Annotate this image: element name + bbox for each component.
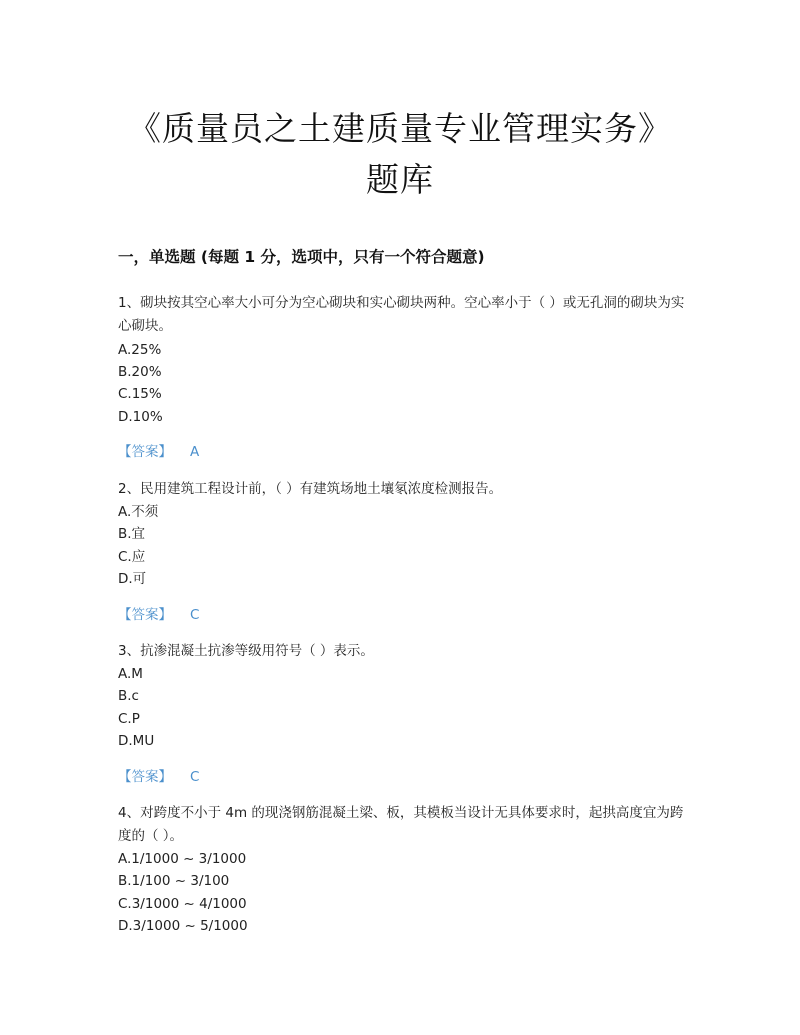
document-title-line1: 《质量员之土建质量专业管理实务》 bbox=[128, 109, 672, 148]
question-1-option-a: A.25% bbox=[118, 342, 162, 358]
question-3-option-c: C.P bbox=[118, 711, 140, 727]
question-2-option-d: D.可 bbox=[118, 571, 147, 587]
answer-label: 【答案】 bbox=[118, 769, 172, 785]
question-4-option-a: A.1/1000 ~ 3/1000 bbox=[118, 851, 247, 867]
question-1-option-c: C.15% bbox=[118, 386, 162, 402]
answer-value: A bbox=[190, 444, 200, 460]
question-4-option-c: C.3/1000 ~ 4/1000 bbox=[118, 896, 247, 912]
question-1-answer bbox=[118, 442, 199, 462]
section-heading: 一，单选题 (每题 1 分，选项中，只有一个符合题意) bbox=[118, 248, 485, 266]
question-2-option-a: A.不须 bbox=[118, 504, 159, 520]
question-1-option-d: D.10% bbox=[118, 409, 163, 425]
question-3-answer bbox=[118, 767, 199, 787]
question-4-option-d: D.3/1000 ~ 5/1000 bbox=[118, 918, 248, 934]
question-2-text: 2、民用建筑工程设计前，（ ）有建筑场地土壤氡浓度检测报告。 bbox=[118, 481, 503, 497]
question-1-text: 1、砌块按其空心率大小可分为空心砌块和实心砌块两种。空心率小于（ ）或无孔洞的砌块为实心砌块。 bbox=[118, 295, 685, 334]
answer-label: 【答案】 bbox=[118, 444, 172, 460]
question-2-option-c: C.应 bbox=[118, 549, 146, 565]
document-title-line2: 题库 bbox=[366, 160, 434, 199]
answer-value: C bbox=[190, 607, 200, 623]
question-4-text: 4、对跨度不小于 4m 的现浇钢筋混凝土梁、板，其模板当设计无具体要求时，起拱高度宜为跨度的（ ）。 bbox=[118, 805, 684, 844]
question-1-option-b: B.20% bbox=[118, 364, 162, 380]
question-3-option-b: B.c bbox=[118, 688, 139, 704]
question-2-answer bbox=[118, 605, 199, 625]
answer-label: 【答案】 bbox=[118, 607, 172, 623]
question-2-option-b: B.宜 bbox=[118, 526, 146, 542]
question-3-option-d: D.MU bbox=[118, 733, 155, 749]
answer-value: C bbox=[190, 769, 200, 785]
question-3-text: 3、抗渗混凝土抗渗等级用符号（ ）表示。 bbox=[118, 643, 374, 659]
question-4-option-b: B.1/100 ~ 3/100 bbox=[118, 873, 230, 889]
question-3-option-a: A.M bbox=[118, 666, 143, 682]
